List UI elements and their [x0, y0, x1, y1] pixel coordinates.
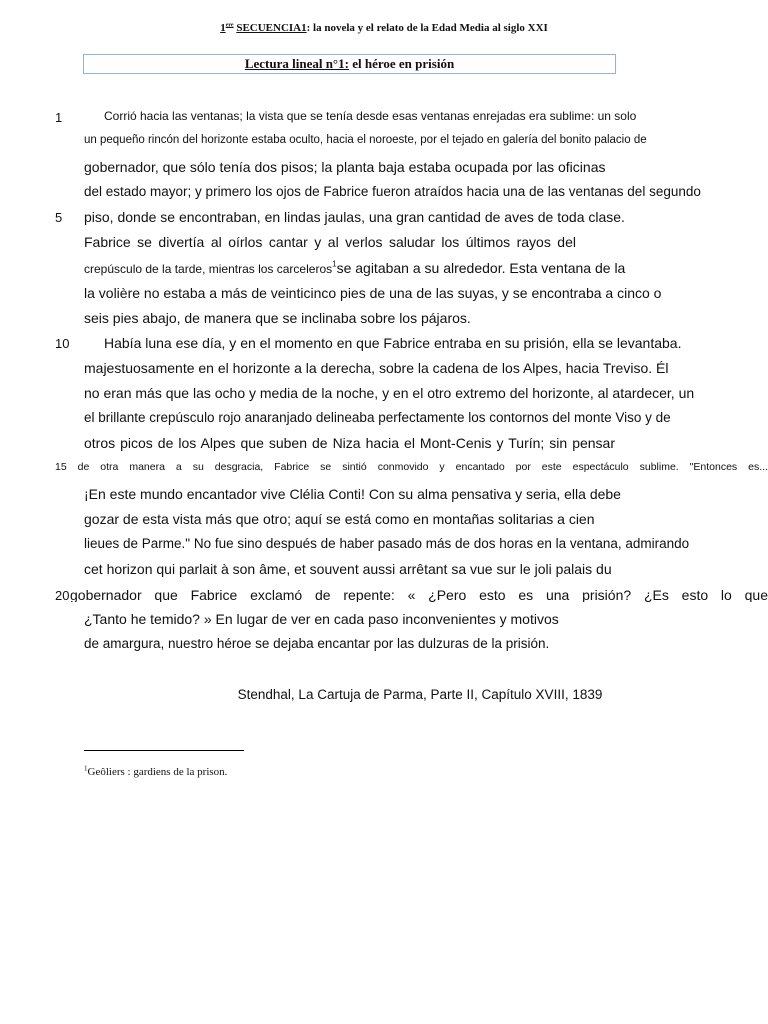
footnote [84, 766, 227, 778]
text-line-22: de amargura, nuestro héroe se dejaba encantar por las dulzuras de la prisión. [84, 636, 550, 651]
text-line-2: un pequeño rincón del horizonte estaba oculto, hacia el noroeste, por el tejado en galería del bonito palacio de [84, 134, 647, 146]
title-rest: el héroe en prisión [348, 56, 455, 71]
text-line-20: gobernador que Fabrice exclamó de repente: « ¿Pero esto es una prisión? ¿Es esto lo que [70, 588, 768, 602]
text-line-14: otros picos de los Alpes que suben de Niza hacia el Mont-Cenis y Turín; sin pensar [84, 435, 615, 451]
footnote-rule [84, 750, 244, 751]
line-number-10: 10 [55, 336, 70, 351]
text-line-16: ¡En este mundo encantador vive Clélia Conti! Con su alma pensativa y seria, ella debe [84, 486, 621, 502]
text-line-9: seis pies abajo, de manera que se inclinaba sobre los pájaros. [84, 310, 471, 326]
text-line-12: no eran más que las ocho y media de la noche, y en el otro extremo del horizonte, al atardecer, un [84, 385, 695, 401]
text-line-15: 15 de otra manera a su desgracia, Fabrice se sintió conmovido y encantado por este espectáculo sublime. "Entonces es... [55, 462, 768, 473]
text-line-17: gozar de esta vista más que otro; aquí se está como en montañas solitarias a cien [84, 511, 595, 527]
page-title [83, 56, 616, 72]
header-subtitle: : la novela y el relato de la Edad Media al siglo XXI [306, 22, 548, 34]
text-line-8: la volière no estaba a más de veinticinco pies de una de las suyas, y se encontraba a cinco o [84, 285, 662, 301]
text-line-5: piso, donde se encontraban, en lindas jaulas, una gran cantidad de aves de toda clase. [84, 209, 625, 225]
title-label: Lectura lineal n°1: [244, 56, 349, 71]
footnote-text: Geôliers : gardiens de la prison. [87, 766, 228, 778]
header-prefix: 1ere SECUENCIA1 [220, 22, 307, 34]
line-number-1: 1 [55, 110, 63, 125]
citation: Stendhal, La Cartuja de Parma, Parte II, Capítulo XVIII, 1839 [237, 687, 603, 702]
text-line-1: Corrió hacia las ventanas; la vista que se tenía desde esas ventanas enrejadas era sublime: un solo [104, 109, 637, 123]
text-line-7: crepúsculo de la tarde, mientras los carceleros$^1$se agitaban a su alrededor. Esta ventana de la [84, 259, 626, 276]
line-number-5: 5 [55, 210, 63, 225]
text-line-3: gobernador, que sólo tenía dos pisos; la planta baja estaba ocupada por las oficinas [84, 159, 606, 175]
text-line-4: del estado mayor; y primero los ojos de Fabrice fueron atraídos hacia una de las ventanas del segundo [84, 184, 701, 199]
text-line-11: majestuosamente en el horizonte a la derecha, sobre la cadena de los Alpes, hacia Treviso. Él [84, 360, 669, 376]
footnote-marker: 1 [84, 764, 88, 773]
line-number-20: 20 [55, 588, 70, 603]
text-line-6: Fabrice se divertía al oírlos cantar y al verlos saludar los últimos rayos del [84, 234, 576, 250]
text-line-19: cet horizon qui parlait à son âme, et souvent aussi arrêtant sa vue sur le joli palais du [84, 561, 612, 577]
text-line-10: Había luna ese día, y en el momento en que Fabrice entraba en su prisión, ella se levantaba. [104, 335, 682, 351]
page-header [0, 22, 768, 34]
text-line-18: lieues de Parme." No fue sino después de haber pasado más de dos horas en la ventana, admirando [84, 536, 690, 551]
text-line-21: ¿Tanto he temido? » En lugar de ver en cada paso inconvenientes y motivos [84, 611, 559, 627]
text-line-13: el brillante crepúsculo rojo anaranjado delineaba perfectamente los contornos del monte Viso y de [84, 410, 671, 425]
